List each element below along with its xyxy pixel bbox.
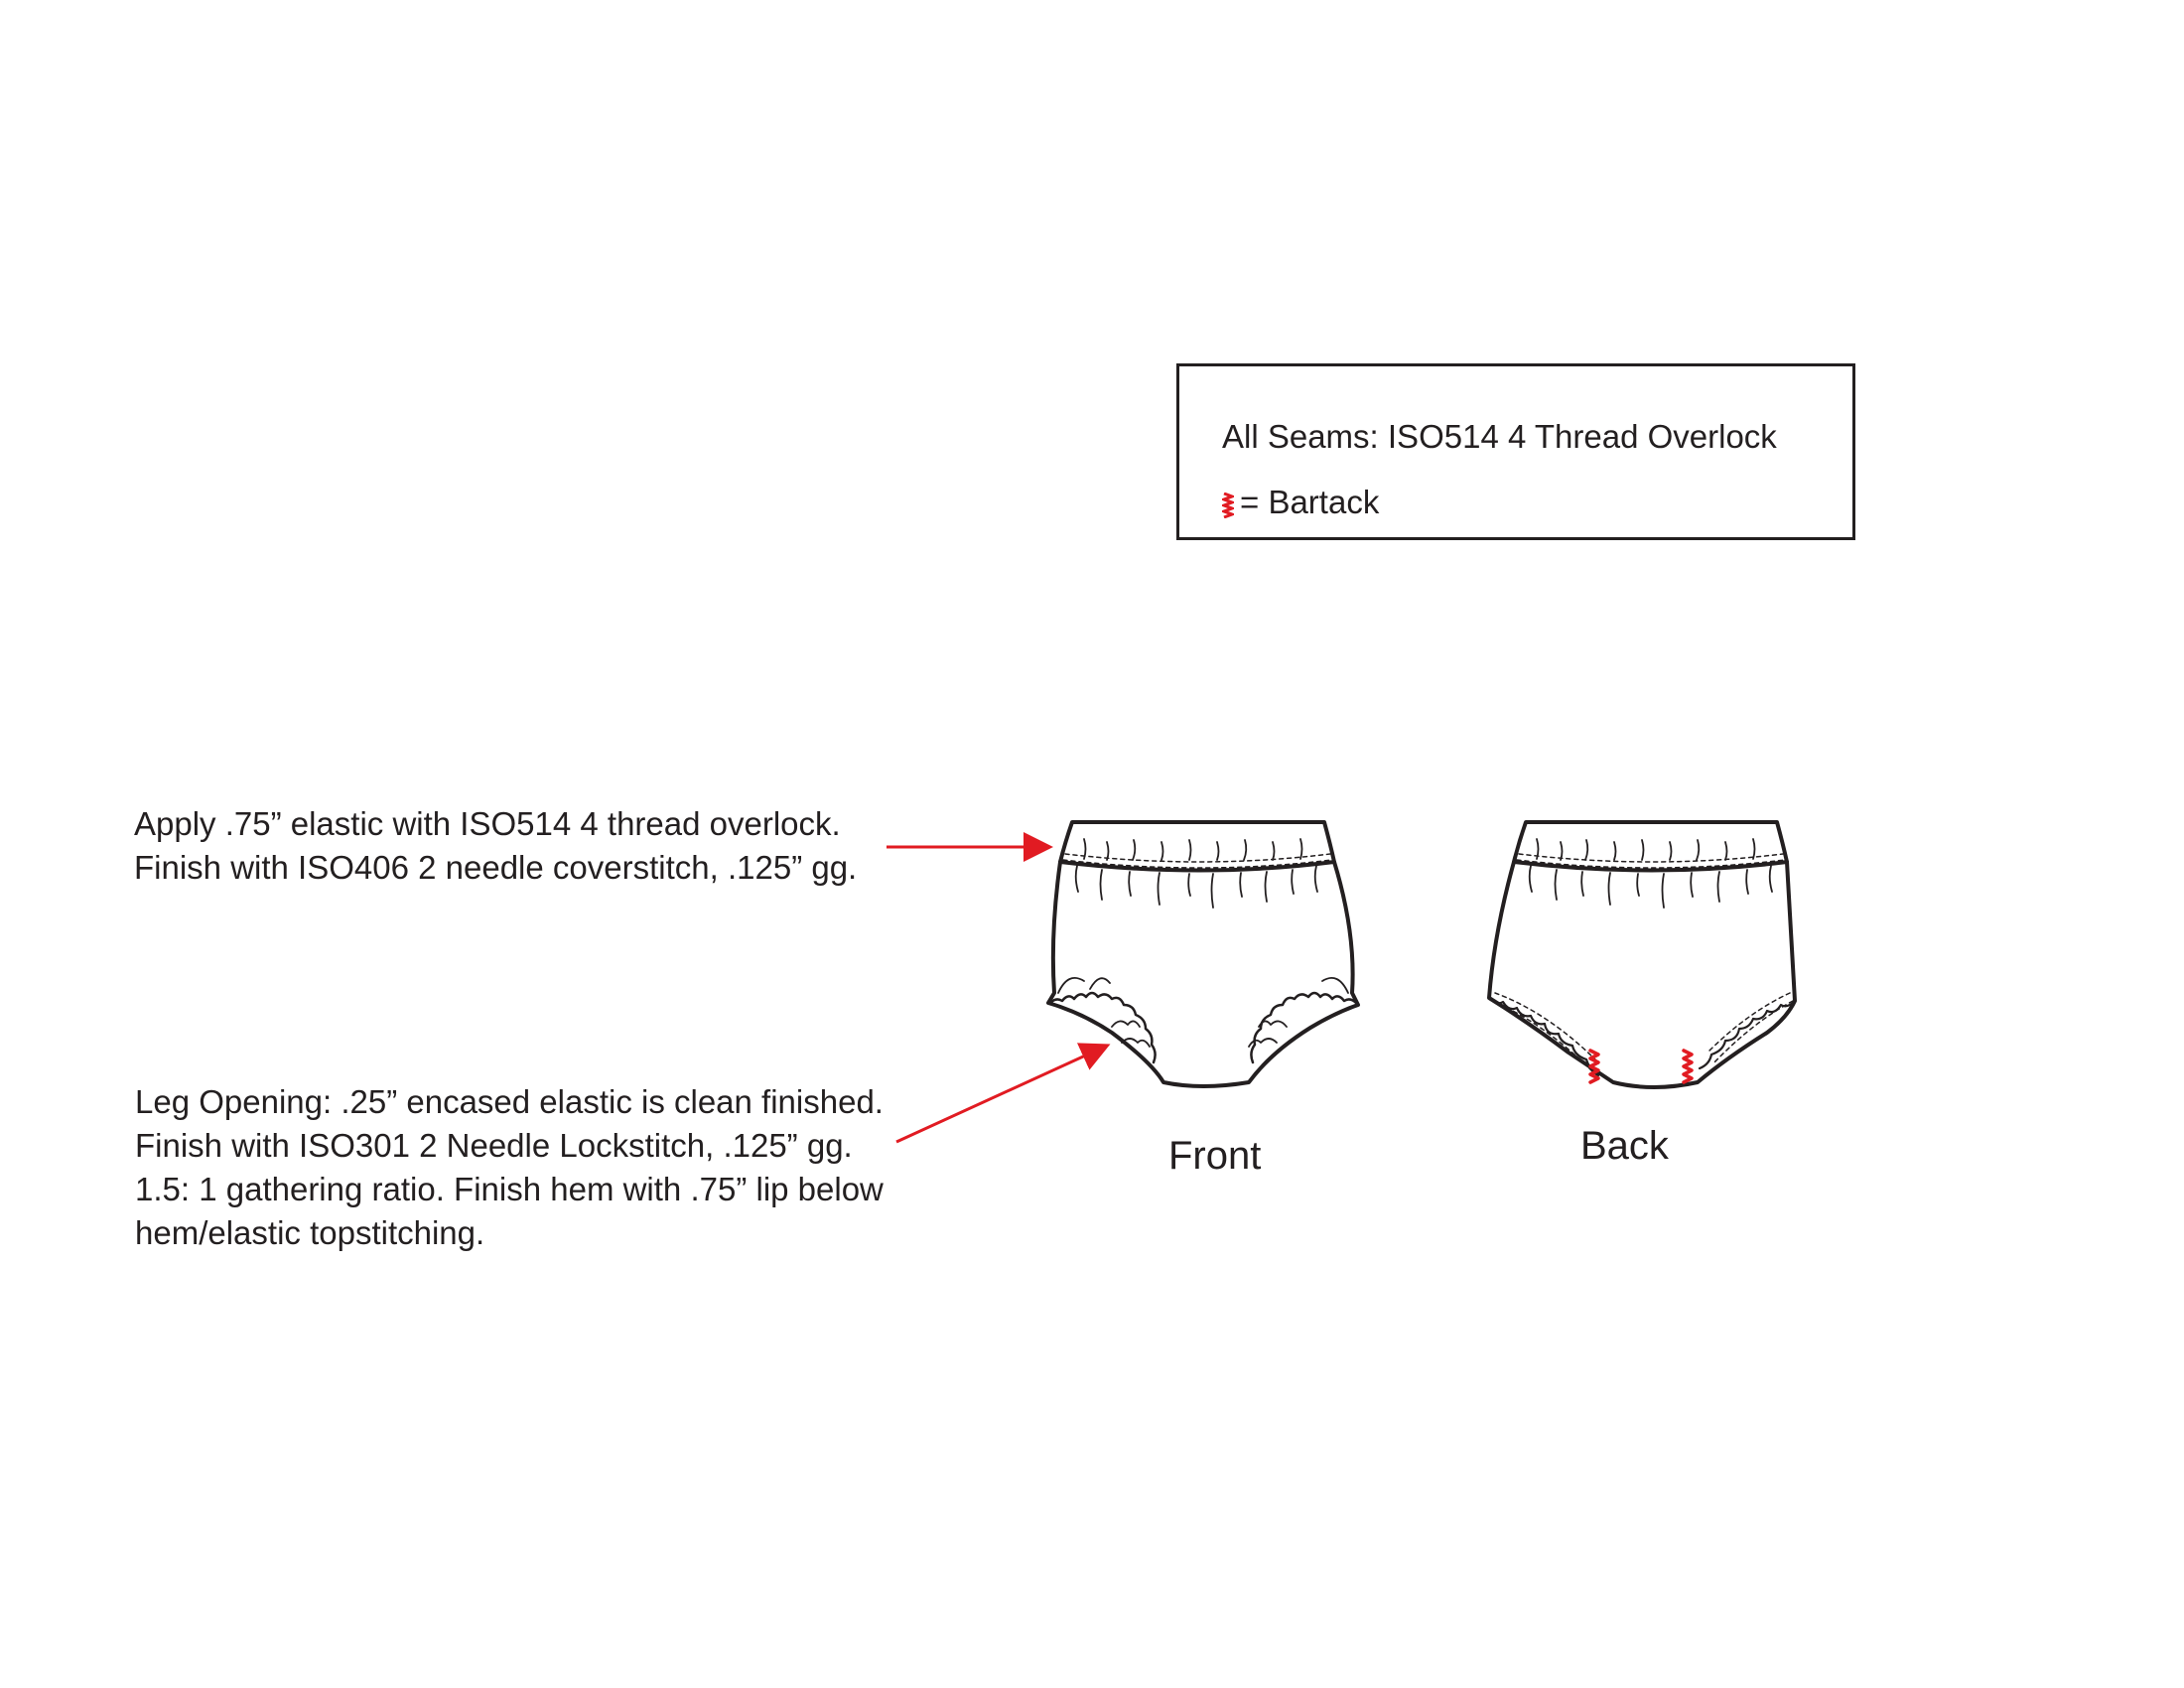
legend-seams-text: All Seams: ISO514 4 Thread Overlock (1222, 418, 1777, 455)
front-view-drawing (1048, 822, 1358, 1086)
leg-opening-callout-line-4: hem/elastic topstitching. (135, 1214, 485, 1251)
back-right-bartack (1684, 1051, 1692, 1082)
waistband-callout-line-1: Apply .75” elastic with ISO514 4 thread overlock. (134, 805, 841, 842)
back-right-leg-ruffle (1700, 1001, 1795, 1068)
leg-opening-callout-line-3: 1.5: 1 gathering ratio. Finish hem with .75” lip below (135, 1171, 884, 1207)
back-view-drawing (1489, 822, 1795, 1087)
leg-opening-callout-line-2: Finish with ISO301 2 Needle Lockstitch, .125” gg. (135, 1127, 853, 1164)
legend-bartack-text: = Bartack (1240, 484, 1380, 520)
back-view-label: Back (1580, 1124, 1669, 1168)
front-right-leg-ruffle (1251, 993, 1356, 1062)
back-body-outline (1489, 862, 1795, 1087)
front-view-label: Front (1168, 1134, 1262, 1178)
front-waistband (1060, 822, 1334, 871)
back-waistband (1514, 822, 1787, 871)
leg-opening-callout-arrow (896, 1047, 1105, 1142)
leg-opening-callout-line-1: Leg Opening: .25” encased elastic is clean finished. (135, 1083, 884, 1120)
waistband-callout-line-2: Finish with ISO406 2 needle coverstitch, .125” gg. (134, 849, 858, 886)
